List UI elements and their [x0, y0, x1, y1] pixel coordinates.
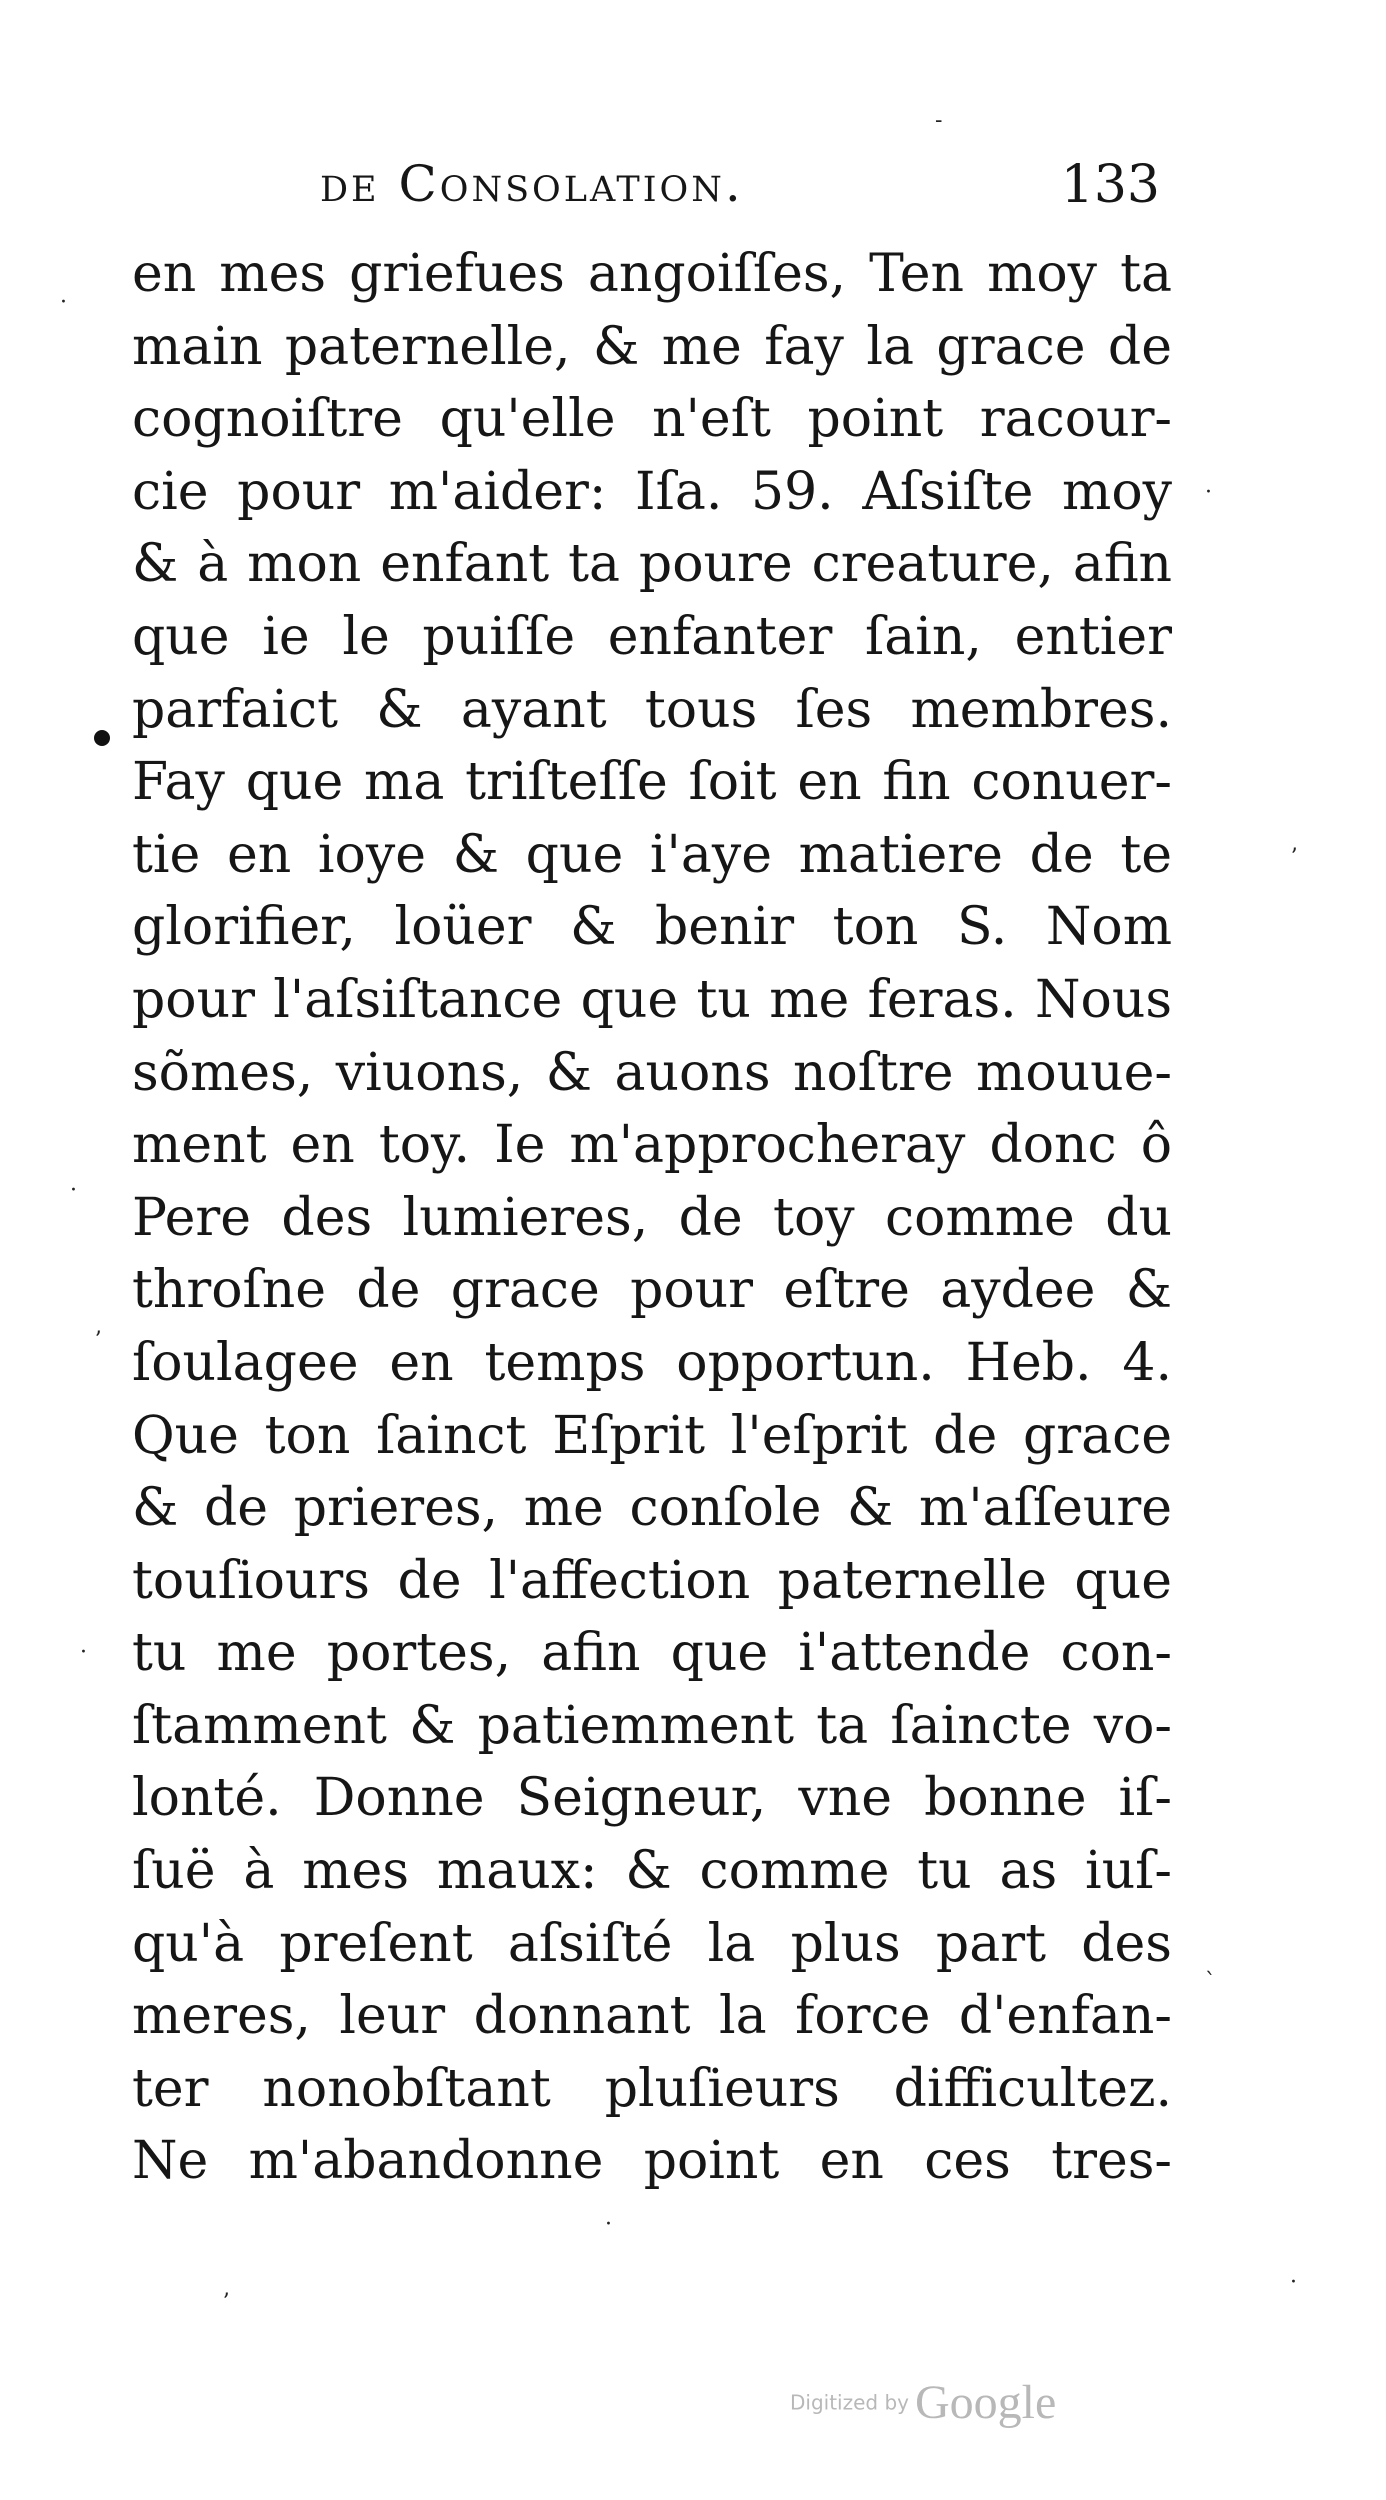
ink-speck: ·	[1290, 2270, 1297, 2295]
body-text	[132, 238, 1172, 2198]
text-line: tu me portes, afin que i'attende con-	[132, 1623, 1172, 1684]
page-number: 133	[1060, 155, 1160, 215]
google-logo: Google	[915, 2376, 1057, 2429]
digitized-by-google-watermark	[790, 2375, 1056, 2430]
ink-speck: ʼ	[1290, 845, 1297, 870]
text-line: Pere des lumieres, de toy comme du	[132, 1187, 1172, 1248]
ink-speck: `	[1205, 1970, 1216, 1995]
text-line: pour l'aſsiſtance que tu me feras. Nous	[132, 969, 1172, 1030]
text-line: en mes griefues angoiſſes, Ten moy ta	[132, 244, 1172, 304]
text-line: & de prieres, me conſole & m'aſſeure	[132, 1478, 1172, 1539]
ink-speck	[94, 730, 110, 746]
text-line: cie pour m'aider: Iſa. 59. Aſsiſte moy	[132, 461, 1172, 522]
ink-speck: ·	[60, 290, 67, 315]
text-line: tie en ioye & que i'aye matiere de te	[132, 824, 1172, 885]
text-line: throſne de grace pour eſtre aydee &	[132, 1260, 1172, 1321]
text-line: que ie le puiſſe enfanter ſain, entier	[132, 606, 1172, 667]
text-line: Que ton ſainct Eſprit l'eſprit de grace	[132, 1405, 1172, 1466]
ink-speck: ʼ	[94, 1328, 101, 1353]
page-header	[300, 155, 1180, 225]
watermark-prefix: Digitized by	[790, 2390, 909, 2415]
text-line: ſuë à mes maux: & comme tu as iuſ-	[132, 1841, 1172, 1902]
ink-speck: -	[935, 108, 943, 133]
running-title: de Consolation.	[320, 155, 744, 213]
text-line: ter nonobſtant pluſieurs difficultez.	[132, 2058, 1172, 2119]
text-line: lonté. Donne Seigneur, vne bonne iſ-	[132, 1768, 1172, 1829]
text-line: ment en toy. Ie m'approcheray donc ô	[132, 1115, 1172, 1176]
ink-speck: ·	[70, 1178, 77, 1203]
text-line: qu'à preſent aſsiſté la plus part des	[132, 1913, 1172, 1974]
text-line: & à mon enfant ta poure creature, afin	[132, 534, 1172, 595]
text-line: glorifier, loüer & benir ton S. Nom	[132, 897, 1172, 958]
text-line: Fay que ma triſteſſe ſoit en fin conuer-	[132, 752, 1172, 813]
ink-speck: ·	[80, 1640, 87, 1665]
text-line: meres, leur donnant la force d'enfan-	[132, 1986, 1172, 2047]
ink-speck: ·	[605, 2212, 612, 2237]
text-line: main paternelle, & me fay la grace de	[132, 316, 1172, 377]
text-line: parfaict & ayant tous ſes membres.	[132, 679, 1172, 740]
text-line: ſoulagee en temps opportun. Heb. 4.	[132, 1332, 1172, 1393]
ink-speck: ʼ	[222, 2290, 229, 2315]
ink-speck: ·	[1205, 480, 1212, 505]
text-line: ſtamment & patiemment ta ſaincte vo-	[132, 1695, 1172, 1756]
text-line: touſiours de l'affection paternelle que	[132, 1550, 1172, 1611]
text-line: Ne m'abandonne point en ces tres-	[132, 2131, 1172, 2192]
text-line: sõmes, viuons, & auons noſtre mouue-	[132, 1042, 1172, 1103]
text-line: cognoiſtre qu'elle n'eſt point racour-	[132, 389, 1172, 450]
